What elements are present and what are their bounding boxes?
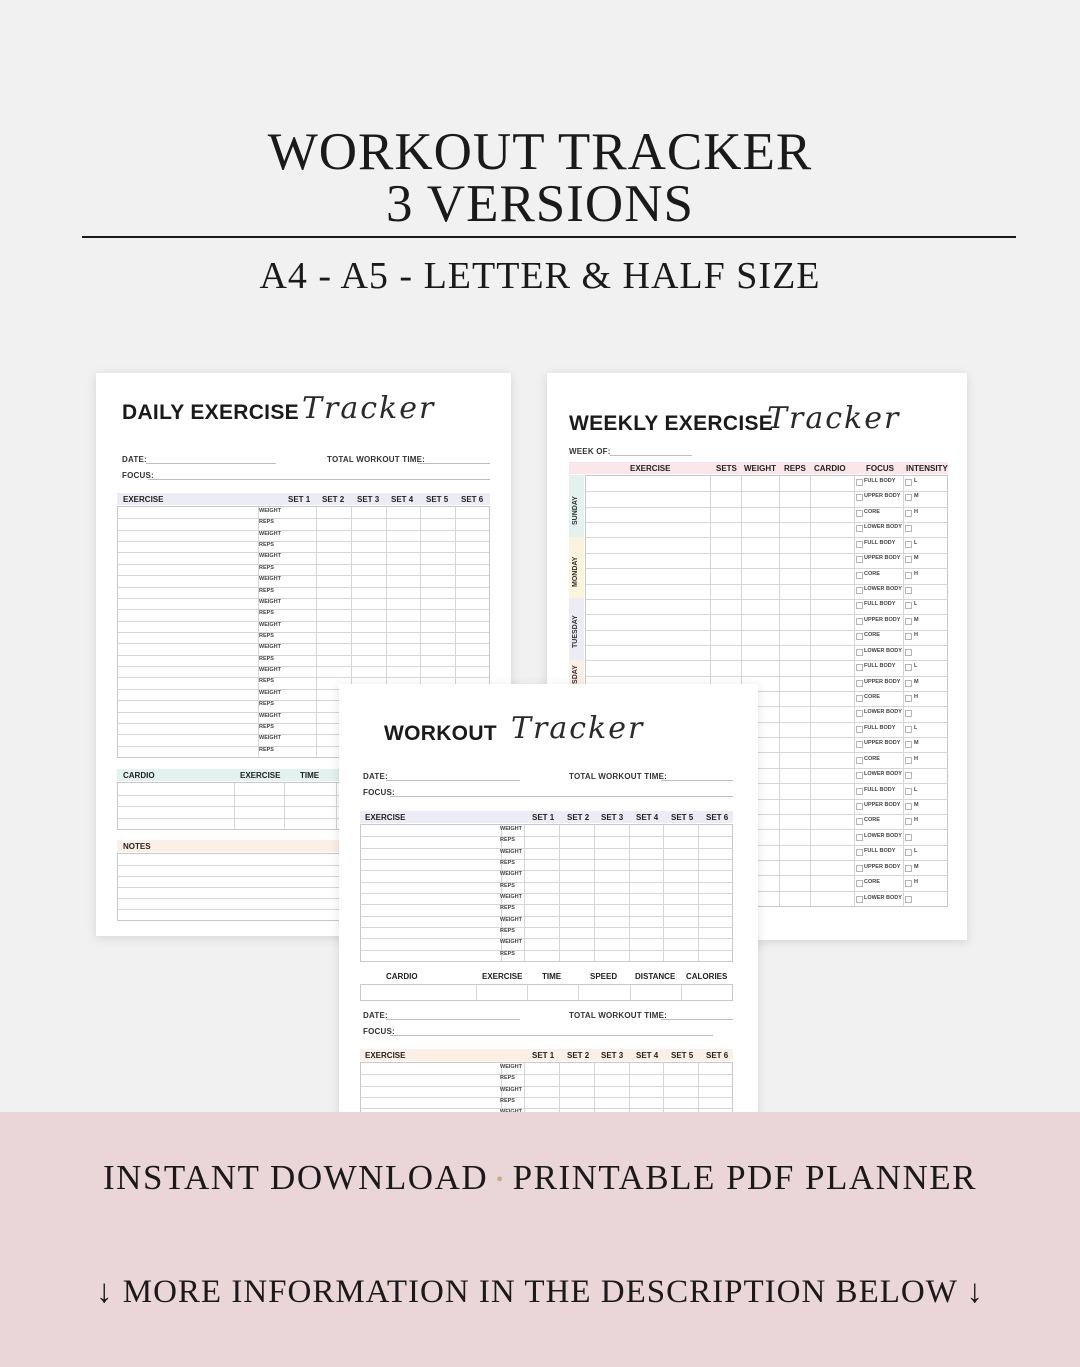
workout2-set6-col: SET 6 xyxy=(706,1051,729,1060)
grid-row-line xyxy=(586,660,947,661)
weight-row-label: WEIGHT xyxy=(259,576,281,583)
grid-col-line xyxy=(854,476,855,906)
focus-checkbox[interactable] xyxy=(856,710,863,717)
grid-row-line xyxy=(118,666,489,667)
grid-row-line xyxy=(586,568,947,569)
workout-cardio-time-col: TIME xyxy=(542,972,562,981)
weekly-reps-col: REPS xyxy=(784,464,806,473)
intensity-checkbox[interactable] xyxy=(905,818,912,825)
intensity-checkbox[interactable] xyxy=(905,494,912,501)
intensity-checkbox[interactable] xyxy=(905,849,912,856)
focus-option-label: UPPER BODY xyxy=(864,863,901,870)
intensity-checkbox[interactable] xyxy=(905,680,912,687)
grid-row-line xyxy=(118,655,489,656)
focus-checkbox[interactable] xyxy=(856,818,863,825)
focus-option-label: UPPER BODY xyxy=(864,802,901,808)
grid-col-line xyxy=(527,985,528,1000)
workout2-set2-col: SET 2 xyxy=(567,1051,590,1060)
intensity-checkbox[interactable] xyxy=(905,772,912,779)
focus-option-label: FULL BODY xyxy=(864,663,896,670)
grid-row-line xyxy=(361,1108,732,1109)
intensity-checkbox[interactable] xyxy=(905,803,912,810)
grid-row-line xyxy=(361,1086,732,1087)
focus-checkbox[interactable] xyxy=(856,865,863,872)
focus-option-label: UPPER BODY xyxy=(864,740,901,747)
weight-row-label: WEIGHT xyxy=(259,712,281,719)
intensity-checkbox[interactable] xyxy=(905,633,912,640)
main-title-line2: 3 VERSIONS xyxy=(386,175,694,233)
grid-row-line xyxy=(586,676,947,677)
grid-row-line xyxy=(361,1074,732,1075)
daily-exercise-header xyxy=(117,493,490,505)
daily-title: DAILY EXERCISE xyxy=(122,401,299,424)
intensity-level-label: M xyxy=(914,555,919,562)
grid-col-line xyxy=(779,476,780,906)
grid-col-line xyxy=(681,985,682,1000)
weight-row-label: WEIGHT xyxy=(259,621,281,628)
workout-set3-col: SET 3 xyxy=(601,813,624,822)
weekly-sets-col: SETS xyxy=(716,464,737,473)
reps-row-label: REPS xyxy=(259,564,274,571)
instant-download-text: INSTANT DOWNLOAD xyxy=(103,1158,489,1197)
intensity-checkbox[interactable] xyxy=(905,510,912,517)
daily-cardio-exercise-col: EXERCISE xyxy=(240,771,281,780)
intensity-level-label: L xyxy=(914,663,918,670)
grid-col-line xyxy=(559,825,560,961)
weekly-focus-col: FOCUS xyxy=(866,464,894,473)
focus-checkbox[interactable] xyxy=(856,757,863,764)
intensity-checkbox[interactable] xyxy=(905,726,912,733)
intensity-level-label: H xyxy=(914,817,918,824)
workout-cardio-grid xyxy=(360,984,733,1001)
daily-date-label: DATE: xyxy=(122,455,147,464)
daily-total-label: TOTAL WORKOUT TIME: xyxy=(327,455,426,464)
workout2-set5-col: SET 5 xyxy=(671,1051,694,1060)
weight-row-label: WEIGHT xyxy=(500,1064,522,1070)
focus-checkbox[interactable] xyxy=(856,587,863,594)
focus-checkbox[interactable] xyxy=(856,541,863,548)
focus-checkbox[interactable] xyxy=(856,880,863,887)
workout-total2-label: TOTAL WORKOUT TIME: xyxy=(569,1011,668,1020)
intensity-checkbox[interactable] xyxy=(905,664,912,671)
workout-cardio-header xyxy=(360,970,733,982)
focus-option-label: CORE xyxy=(864,632,880,639)
workout-set1-col: SET 1 xyxy=(532,813,555,822)
workout-total2-line xyxy=(661,1019,733,1020)
grid-row-line xyxy=(361,882,732,883)
reps-row-label: REPS xyxy=(259,542,274,549)
focus-checkbox[interactable] xyxy=(856,572,863,579)
focus-checkbox[interactable] xyxy=(856,896,863,903)
intensity-checkbox[interactable] xyxy=(905,602,912,609)
grid-row-line xyxy=(361,848,732,849)
day-label-monday: MONDAY xyxy=(572,556,579,587)
focus-option-label: FULL BODY xyxy=(864,724,896,731)
intensity-checkbox[interactable] xyxy=(905,880,912,887)
focus-option-label: LOWER BODY xyxy=(864,709,902,716)
grid-row-line xyxy=(118,575,489,576)
intensity-checkbox[interactable] xyxy=(905,649,912,656)
grid-row-line xyxy=(361,870,732,871)
daily-cardio-time-col: TIME xyxy=(300,771,320,780)
grid-col-line xyxy=(629,825,630,961)
workout-date2-line xyxy=(386,1019,520,1020)
focus-checkbox[interactable] xyxy=(856,479,863,486)
intensity-checkbox[interactable] xyxy=(905,834,912,841)
weight-row-label: WEIGHT xyxy=(500,894,522,900)
reps-row-label: REPS xyxy=(259,655,274,662)
intensity-checkbox[interactable] xyxy=(905,741,912,748)
daily-script-title: Tracker xyxy=(302,391,436,426)
reps-row-label: REPS xyxy=(500,837,515,844)
workout-exercise2-col: EXERCISE xyxy=(365,1051,406,1060)
workout-tracker-sheet xyxy=(339,684,758,1124)
weight-row-label: WEIGHT xyxy=(259,689,281,696)
weight-row-label: WEIGHT xyxy=(259,667,281,674)
main-title-line1: WORKOUT TRACKER xyxy=(267,123,813,181)
printable-planner-text: PRINTABLE PDF PLANNER xyxy=(512,1158,977,1197)
focus-checkbox[interactable] xyxy=(856,618,863,625)
intensity-checkbox[interactable] xyxy=(905,479,912,486)
grid-row-line xyxy=(118,587,489,588)
workout-set4-col: SET 4 xyxy=(636,813,659,822)
weight-row-label: WEIGHT xyxy=(500,1086,522,1093)
daily-set6-col: SET 6 xyxy=(461,495,484,504)
focus-checkbox[interactable] xyxy=(856,726,863,733)
intensity-level-label: M xyxy=(914,493,919,500)
grid-row-line xyxy=(361,950,732,951)
focus-option-label: FULL BODY xyxy=(864,786,896,793)
focus-option-label: LOWER BODY xyxy=(864,832,902,839)
focus-option-label: FULL BODY xyxy=(864,601,896,608)
workout-focus-label: FOCUS: xyxy=(363,788,395,797)
grid-row-line xyxy=(586,537,947,538)
workout-set2-col: SET 2 xyxy=(567,813,590,822)
reps-row-label: REPS xyxy=(259,678,274,685)
weight-row-label: WEIGHT xyxy=(259,508,281,514)
grid-col-line xyxy=(476,985,477,1000)
intensity-level-label: H xyxy=(914,879,918,886)
daily-set3-col: SET 3 xyxy=(357,495,380,504)
focus-checkbox[interactable] xyxy=(856,556,863,563)
intensity-level-label: M xyxy=(914,616,919,623)
weight-row-label: WEIGHT xyxy=(500,916,522,923)
grid-col-line xyxy=(284,783,285,829)
focus-option-label: UPPER BODY xyxy=(864,493,901,500)
focus-checkbox[interactable] xyxy=(856,680,863,687)
focus-option-label: FULL BODY xyxy=(864,848,896,855)
grid-row-line xyxy=(586,614,947,615)
intensity-level-label: H xyxy=(914,570,918,577)
weight-row-label: WEIGHT xyxy=(259,598,281,605)
intensity-level-label: H xyxy=(914,508,918,515)
workout-date-line xyxy=(386,780,520,781)
focus-option-label: LOWER BODY xyxy=(864,894,902,901)
intensity-level-label: L xyxy=(914,848,918,855)
workout-date-label: DATE: xyxy=(363,772,388,781)
intensity-checkbox[interactable] xyxy=(905,541,912,548)
daily-focus-line xyxy=(148,479,490,480)
reps-row-label: REPS xyxy=(259,587,274,594)
grid-row-line xyxy=(118,598,489,599)
reps-row-label: REPS xyxy=(500,1075,515,1082)
focus-option-label: LOWER BODY xyxy=(864,586,902,592)
workout-exercise2-header xyxy=(360,1049,733,1061)
focus-option-label: UPPER BODY xyxy=(864,555,901,562)
grid-row-line xyxy=(118,621,489,622)
workout-total-line xyxy=(661,780,733,781)
intensity-level-label: L xyxy=(914,478,918,484)
workout-sets-grid xyxy=(360,824,733,962)
intensity-checkbox[interactable] xyxy=(905,525,912,532)
weekly-intensity-col: INTENSITY xyxy=(906,464,948,473)
footer-more-info: ↓ MORE INFORMATION IN THE DESCRIPTION BELOW ↓ xyxy=(95,1274,985,1310)
weekly-script-title: Tracker xyxy=(767,401,901,436)
day-label-tuesday: TUESDAY xyxy=(572,615,579,649)
workout-focus2-line xyxy=(390,1035,713,1036)
grid-row-line xyxy=(118,541,489,542)
grid-row-line xyxy=(361,893,732,894)
grid-row-line xyxy=(586,553,947,554)
daily-exercise-col: EXERCISE xyxy=(123,495,164,504)
workout2-set1-col: SET 1 xyxy=(532,1051,555,1060)
reps-row-label: REPS xyxy=(500,882,515,889)
grid-row-line xyxy=(118,564,489,565)
intensity-level-label: M xyxy=(914,678,919,685)
grid-row-line xyxy=(361,916,732,917)
workout-title: WORKOUT xyxy=(384,722,497,745)
reps-row-label: REPS xyxy=(500,860,515,866)
grid-col-line xyxy=(578,985,579,1000)
focus-checkbox[interactable] xyxy=(856,834,863,841)
workout-cardio-distance-col: DISTANCE xyxy=(635,972,676,981)
focus-option-label: UPPER BODY xyxy=(864,678,901,685)
focus-option-label: UPPER BODY xyxy=(864,616,901,623)
reps-row-label: REPS xyxy=(500,928,515,934)
grid-row-line xyxy=(361,859,732,860)
grid-col-line xyxy=(336,783,337,829)
grid-row-line xyxy=(118,518,489,519)
workout-cardio-exercise-col: EXERCISE xyxy=(482,972,523,981)
intensity-checkbox[interactable] xyxy=(905,757,912,764)
intensity-checkbox[interactable] xyxy=(905,572,912,579)
focus-checkbox[interactable] xyxy=(856,664,863,671)
focus-checkbox[interactable] xyxy=(856,695,863,702)
intensity-level-label: L xyxy=(914,786,918,793)
grid-col-line xyxy=(316,507,317,757)
grid-row-line xyxy=(118,609,489,610)
separator-dot: • xyxy=(496,1169,505,1192)
daily-set5-col: SET 5 xyxy=(426,495,449,504)
grid-row-line xyxy=(118,552,489,553)
workout-date2-label: DATE: xyxy=(363,1011,388,1020)
workout-cardio-col: CARDIO xyxy=(386,972,418,981)
focus-checkbox[interactable] xyxy=(856,510,863,517)
daily-date-line xyxy=(146,463,276,464)
grid-row-line xyxy=(118,677,489,678)
intensity-checkbox[interactable] xyxy=(905,865,912,872)
daily-notes-label: NOTES xyxy=(123,842,151,851)
grid-row-line xyxy=(586,522,947,523)
intensity-level-label: L xyxy=(914,539,918,546)
intensity-level-label: M xyxy=(914,802,919,808)
grid-row-line xyxy=(586,584,947,585)
reps-row-label: REPS xyxy=(259,610,274,617)
footer-line1 xyxy=(0,1158,1080,1198)
grid-row-line xyxy=(118,632,489,633)
workout2-set3-col: SET 3 xyxy=(601,1051,624,1060)
daily-total-line xyxy=(418,463,490,464)
grid-row-line xyxy=(586,507,947,508)
grid-row-line xyxy=(361,938,732,939)
weight-row-label: WEIGHT xyxy=(500,939,522,946)
focus-checkbox[interactable] xyxy=(856,741,863,748)
intensity-checkbox[interactable] xyxy=(905,695,912,702)
focus-option-label: FULL BODY xyxy=(864,478,896,484)
grid-row-line xyxy=(361,904,732,905)
grid-row-line xyxy=(361,1097,732,1098)
focus-checkbox[interactable] xyxy=(856,633,863,640)
workout-exercise-col: EXERCISE xyxy=(365,813,406,822)
focus-checkbox[interactable] xyxy=(856,803,863,810)
intensity-checkbox[interactable] xyxy=(905,587,912,594)
grid-row-line xyxy=(361,927,732,928)
weight-row-label: WEIGHT xyxy=(259,644,281,651)
weight-row-label: WEIGHT xyxy=(259,553,281,560)
focus-option-label: LOWER BODY xyxy=(864,771,902,778)
intensity-level-label: H xyxy=(914,755,918,762)
weight-row-label: WEIGHT xyxy=(259,735,281,742)
daily-set2-col: SET 2 xyxy=(322,495,345,504)
footer-band xyxy=(0,1112,1080,1367)
grid-col-line xyxy=(630,985,631,1000)
grid-row-line xyxy=(586,630,947,631)
weekly-weight-col: WEIGHT xyxy=(744,464,776,473)
grid-row-line xyxy=(586,599,947,600)
grid-col-line xyxy=(698,825,699,961)
intensity-level-label: H xyxy=(914,632,918,639)
weight-row-label: WEIGHT xyxy=(500,848,522,855)
intensity-level-label: L xyxy=(914,601,918,608)
intensity-checkbox[interactable] xyxy=(905,618,912,625)
focus-checkbox[interactable] xyxy=(856,602,863,609)
weight-row-label: WEIGHT xyxy=(500,826,522,832)
reps-row-label: REPS xyxy=(259,746,274,753)
reps-row-label: REPS xyxy=(259,633,274,639)
sizes-subtitle: A4 - A5 - LETTER & HALF SIZE xyxy=(259,255,821,297)
grid-col-line xyxy=(810,476,811,906)
intensity-checkbox[interactable] xyxy=(905,896,912,903)
reps-row-label: REPS xyxy=(500,950,515,957)
intensity-checkbox[interactable] xyxy=(905,788,912,795)
reps-row-label: REPS xyxy=(259,723,274,730)
grid-col-line xyxy=(524,825,525,961)
weekly-weekof-line xyxy=(610,455,692,456)
reps-row-label: REPS xyxy=(500,905,515,912)
focus-checkbox[interactable] xyxy=(856,849,863,856)
reps-row-label: REPS xyxy=(259,519,274,526)
workout-set6-col: SET 6 xyxy=(706,813,729,822)
grid-col-line xyxy=(663,825,664,961)
weekly-cardio-col: CARDIO xyxy=(814,464,846,473)
workout-cardio-calories-col: CALORIES xyxy=(686,972,728,981)
grid-row-line xyxy=(586,645,947,646)
focus-checkbox[interactable] xyxy=(856,649,863,656)
weekly-header xyxy=(569,462,948,474)
focus-checkbox[interactable] xyxy=(856,494,863,501)
focus-option-label: LOWER BODY xyxy=(864,647,902,654)
grid-row-line xyxy=(361,836,732,837)
grid-col-line xyxy=(594,825,595,961)
grid-row-line xyxy=(586,491,947,492)
focus-option-label: CORE xyxy=(864,508,880,515)
workout-script-title: Tracker xyxy=(511,711,645,746)
focus-option-label: LOWER BODY xyxy=(864,524,902,531)
focus-option-label: CORE xyxy=(864,755,880,762)
focus-option-label: CORE xyxy=(864,694,880,700)
weight-row-label: WEIGHT xyxy=(500,871,522,878)
weekly-weekof-label: WEEK OF: xyxy=(569,447,611,456)
focus-checkbox[interactable] xyxy=(856,525,863,532)
title-divider xyxy=(82,236,1016,238)
focus-option-label: CORE xyxy=(864,879,880,886)
weekly-exercise-col: EXERCISE xyxy=(630,464,671,473)
intensity-checkbox[interactable] xyxy=(905,710,912,717)
focus-option-label: FULL BODY xyxy=(864,539,896,546)
intensity-checkbox[interactable] xyxy=(905,556,912,563)
weekly-title: WEEKLY EXERCISE xyxy=(569,412,774,435)
intensity-level-label: H xyxy=(914,694,918,700)
weight-row-label: WEIGHT xyxy=(259,530,281,537)
daily-focus-label: FOCUS: xyxy=(122,471,154,480)
workout-total-label: TOTAL WORKOUT TIME: xyxy=(569,772,668,781)
reps-row-label: REPS xyxy=(500,1098,515,1104)
workout-cardio-speed-col: SPEED xyxy=(590,972,618,981)
focus-checkbox[interactable] xyxy=(856,772,863,779)
day-label-sunday: SUNDAY xyxy=(572,496,579,525)
grid-row-line xyxy=(118,530,489,531)
focus-option-label: CORE xyxy=(864,570,880,577)
intensity-level-label: M xyxy=(914,863,919,870)
workout-exercise-header xyxy=(360,811,733,823)
grid-col-line xyxy=(234,783,235,829)
reps-row-label: REPS xyxy=(259,701,274,708)
workout-focus-line xyxy=(390,796,733,797)
grid-col-line xyxy=(903,476,904,906)
workout2-set4-col: SET 4 xyxy=(636,1051,659,1060)
grid-row-line xyxy=(118,643,489,644)
intensity-level-label: M xyxy=(914,740,919,747)
daily-set4-col: SET 4 xyxy=(391,495,414,504)
daily-cardio-col: CARDIO xyxy=(123,771,155,780)
intensity-level-label: L xyxy=(914,724,918,731)
workout-focus2-label: FOCUS: xyxy=(363,1027,395,1036)
focus-option-label: CORE xyxy=(864,817,880,824)
focus-checkbox[interactable] xyxy=(856,788,863,795)
daily-set1-col: SET 1 xyxy=(288,495,311,504)
workout-set5-col: SET 5 xyxy=(671,813,694,822)
